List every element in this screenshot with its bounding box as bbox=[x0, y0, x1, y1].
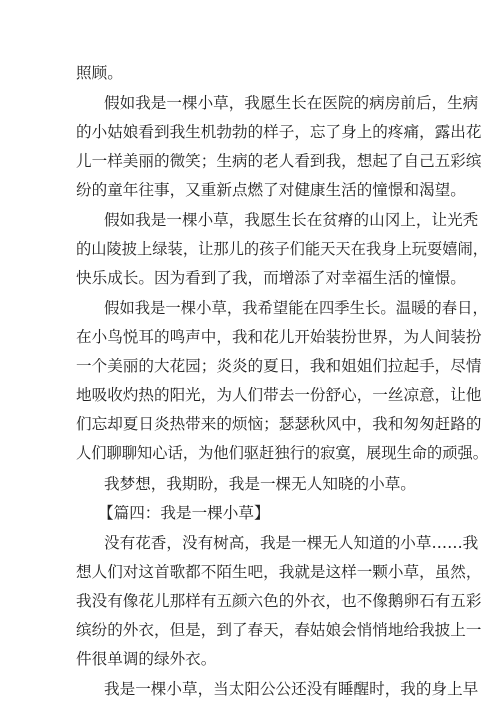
paragraph-line: 我是一棵小草，当太阳公公还没有睡醒时，我的身上早 bbox=[104, 680, 479, 698]
paragraph-line: 我梦想，我期盼，我是一棵无人知晓的小草。 bbox=[104, 475, 416, 493]
paragraph-line: 假如我是一棵小草，我愿生长在贫瘠的山冈上，让光秃 bbox=[104, 211, 479, 229]
paragraph-line: 假如我是一棵小草，我希望能在四季生长。温暖的春日， bbox=[104, 299, 488, 317]
paragraph-line: 快乐成长。因为看到了我，而增添了对幸福生活的憧憬。 bbox=[76, 269, 466, 287]
paragraph-line: 想人们对这首歌都不陌生吧，我就是这样一颗小草，虽然， bbox=[76, 563, 482, 581]
paragraph-line: 没有花香，没有树高，我是一棵无人知道的小草……我 bbox=[104, 534, 479, 552]
paragraph-line: 儿一样美丽的微笑；生病的老人看到我，想起了自己五彩缤 bbox=[76, 152, 482, 170]
paragraph-line: 缤纷的外衣，但是，到了春天，春姑娘会悄悄地给我披上一 bbox=[76, 621, 482, 639]
paragraph-line: 假如我是一棵小草，我愿生长在医院的病房前后，生病 bbox=[104, 94, 479, 112]
paragraph-line: 们忘却夏日炎热带来的烦恼；瑟瑟秋风中，我和匆匆赶路的 bbox=[76, 415, 482, 433]
paragraph-line: 的小姑娘看到我生机勃勃的样子，忘了身上的疼痛，露出花 bbox=[76, 123, 482, 141]
section-heading: 【篇四：我是一棵小草】 bbox=[98, 504, 270, 522]
text-line: 照顾。 bbox=[76, 64, 123, 82]
paragraph-line: 在小鸟悦耳的鸣声中，我和花儿开始装扮世界，为人间装扮 bbox=[76, 328, 482, 346]
paragraph-line: 地吸收灼热的阳光，为人们带去一份舒心，一丝凉意，让他 bbox=[76, 386, 482, 404]
paragraph-line: 人们聊聊知心话，为他们驱赶独行的寂寞，展现生命的顽强。 bbox=[76, 444, 489, 462]
paragraph-line: 一个美丽的大花园；炎炎的夏日，我和姐姐们拉起手，尽情 bbox=[76, 357, 482, 375]
paragraph-line: 纷的童年往事，又重新点燃了对健康生活的憧憬和渴望。 bbox=[76, 181, 466, 199]
paragraph-line: 我没有像花儿那样有五颜六色的外衣，也不像鹅卵石有五彩 bbox=[76, 592, 482, 610]
paragraph-line: 的山陵披上绿装，让那儿的孩子们能天天在我身上玩耍嬉闹， bbox=[76, 240, 489, 258]
paragraph-line: 件很单调的绿外衣。 bbox=[76, 650, 217, 668]
